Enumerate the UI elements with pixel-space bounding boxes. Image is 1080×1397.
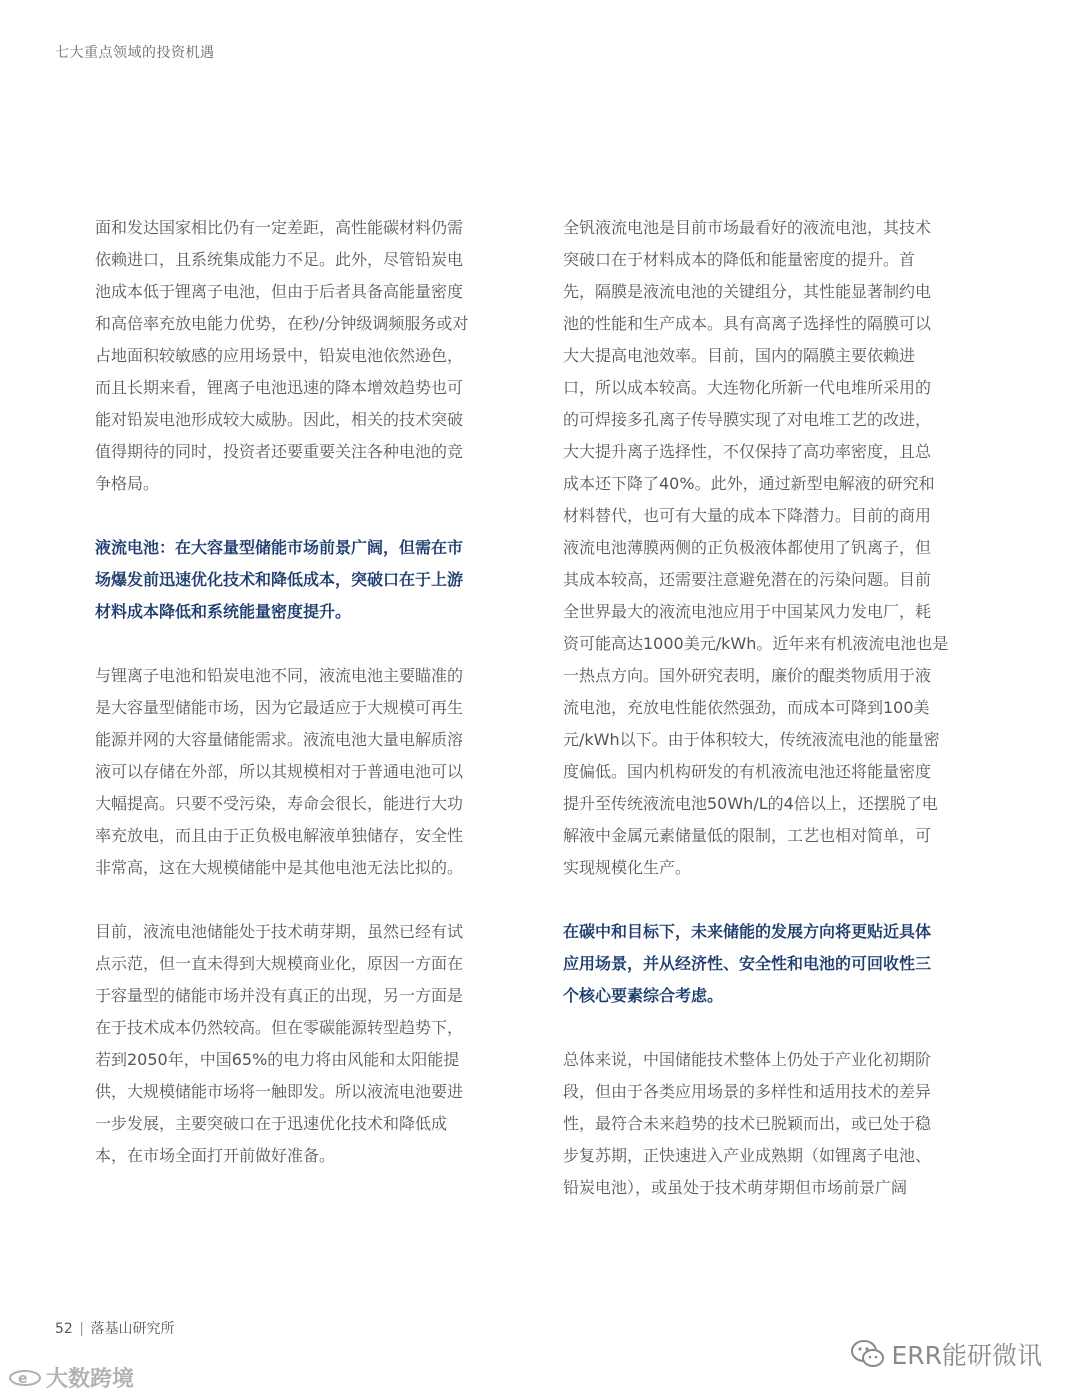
paragraph-gap	[95, 884, 507, 916]
footer-separator: |	[79, 1321, 84, 1337]
text-line: 资可能高达1000美元/kWh。近年来有机液流电池也是	[563, 634, 949, 653]
text-line: 池的性能和生产成本。具有高离子选择性的隔膜可以	[563, 314, 932, 333]
text-line: 本，在市场全面打开前做好准备。	[95, 1146, 336, 1165]
text-line: 在于技术成本仍然较高。但在零碳能源转型趋势下，	[95, 1018, 464, 1037]
left-column	[95, 212, 507, 1172]
text-line: 与锂离子电池和铅炭电池不同，液流电池主要瞄准的	[95, 666, 464, 685]
wechat-watermark-text: ERR能研微讯	[891, 1341, 1042, 1370]
text-line: 能对铅炭电池形成较大威胁。因此，相关的技术突破	[95, 410, 464, 429]
text-line: 大大提高电池效率。目前，国内的隔膜主要依赖进	[563, 346, 916, 365]
text-line: 全世界最大的液流电池应用于中国某风力发电厂，耗	[563, 602, 932, 621]
text-line: 目前，液流电池储能处于技术萌芽期，虽然已经有试	[95, 922, 464, 941]
text-line: 其成本较高，还需要注意避免潜在的污染问题。目前	[563, 570, 932, 589]
text-line: 池成本低于锂离子电池，但由于后者具备高能量密度	[95, 282, 464, 301]
text-line: 一热点方向。国外研究表明，廉价的醌类物质用于液	[563, 666, 932, 685]
text-line: 铅炭电池），或虽处于技术萌芽期但市场前景广阔	[563, 1178, 908, 1197]
paragraph-gap	[95, 500, 507, 532]
right-column	[563, 212, 975, 1204]
text-line: 总体来说，中国储能技术整体上仍处于产业化初期阶	[563, 1050, 932, 1069]
text-line: 能源并网的大容量储能需求。液流电池大量电解质溶	[95, 730, 464, 749]
text-line: 性，最符合未来趋势的技术已脱颖而出，或已处于稳	[563, 1114, 932, 1133]
text-line: 争格局。	[95, 474, 160, 493]
text-line: 和高倍率充放电能力优势，在秒/分钟级调频服务或对	[95, 314, 469, 333]
page-number: 52	[55, 1321, 73, 1337]
page-footer	[55, 1318, 174, 1338]
text-line: 液流电池：在大容量型储能市场前景广阔，但需在市	[95, 538, 464, 557]
running-header: 七大重点领域的投资机遇	[55, 45, 215, 61]
svg-text:e: e	[18, 1370, 28, 1387]
text-line: 液流电池薄膜两侧的正负极液体都使用了钒离子，但	[563, 538, 932, 557]
text-line: 面和发达国家相比仍有一定差距，高性能碳材料仍需	[95, 218, 464, 237]
wechat-icon	[851, 1339, 885, 1369]
text-line: 成本还下降了40%。此外，通过新型电解液的研究和	[563, 474, 935, 493]
paragraph-gap	[563, 884, 975, 916]
text-line: 是大容量型储能市场，因为它最适应于大规模可再生	[95, 698, 464, 717]
text-line: 元/kWh以下。由于体积较大，传统液流电池的能量密	[563, 730, 940, 749]
text-line: 大大提升离子选择性，不仅保持了高功率密度，且总	[563, 442, 932, 461]
text-line: 个核心要素综合考虑。	[563, 986, 724, 1005]
text-line: 突破口在于材料成本的降低和能量密度的提升。首	[563, 250, 916, 269]
paragraph-gap	[563, 1012, 975, 1044]
text-line: 材料替代，也可有大量的成本下降潜力。目前的商用	[563, 506, 932, 525]
section-heading	[95, 532, 507, 628]
section-heading	[563, 916, 975, 1012]
text-line: 口，所以成本较高。大连物化所新一代电堆所采用的	[563, 378, 932, 397]
text-line: 非常高，这在大规模储能中是其他电池无法比拟的。	[95, 858, 464, 877]
text-line: 大幅提高。只要不受污染，寿命会很长，能进行大功	[95, 794, 464, 813]
text-line: 而且长期来看，锂离子电池迅速的降本增效趋势也可	[95, 378, 464, 397]
text-line: 应用场景，并从经济性、安全性和电池的可回收性三	[563, 954, 932, 973]
text-line: 率充放电，而且由于正负极电解液单独储存，安全性	[95, 826, 464, 845]
ie-logo-icon	[8, 1367, 42, 1389]
text-line: 依赖进口，且系统集成能力不足。此外，尽管铅炭电	[95, 250, 464, 269]
text-line: 度偏低。国内机构研发的有机液流电池还将能量密度	[563, 762, 932, 781]
text-line: 于容量型的储能市场并没有真正的出现，另一方面是	[95, 986, 464, 1005]
text-line: 场爆发前迅速优化技术和降低成本，突破口在于上游	[95, 570, 464, 589]
wechat-watermark	[851, 1336, 1042, 1372]
site-watermark-text: 大数跨境	[46, 1367, 135, 1392]
body-paragraph	[563, 212, 975, 884]
text-line: 的可焊接多孔离子传导膜实现了对电堆工艺的改进，	[563, 410, 932, 429]
body-paragraph	[563, 1044, 975, 1204]
text-line: 供，大规模储能市场将一触即发。所以液流电池要进	[95, 1082, 464, 1101]
text-line: 一步发展，主要突破口在于迅速优化技术和降低成	[95, 1114, 448, 1133]
text-line: 解液中金属元素储量低的限制，工艺也相对简单，可	[563, 826, 932, 845]
text-line: 步复苏期，正快速进入产业成熟期（如锂离子电池、	[563, 1146, 932, 1165]
text-line: 值得期待的同时，投资者还要重要关注各种电池的竞	[95, 442, 464, 461]
text-line: 全钒液流电池是目前市场最看好的液流电池，其技术	[563, 218, 932, 237]
text-line: 液可以存储在外部，所以其规模相对于普通电池可以	[95, 762, 464, 781]
text-line: 点示范，但一直未得到大规模商业化，原因一方面在	[95, 954, 464, 973]
text-line: 材料成本降低和系统能量密度提升。	[95, 602, 352, 621]
text-line: 先，隔膜是液流电池的关键组分，其性能显著制约电	[563, 282, 932, 301]
text-line: 实现规模化生产。	[563, 858, 692, 877]
text-line: 占地面积较敏感的应用场景中，铅炭电池依然逊色，	[95, 346, 464, 365]
text-line: 流电池，充放电性能依然强劲，而成本可降到100美	[563, 698, 930, 717]
paragraph-gap	[95, 628, 507, 660]
text-line: 若到2050年，中国65%的电力将由风能和太阳能提	[95, 1050, 460, 1069]
publisher-name: 落基山研究所	[90, 1321, 175, 1337]
text-line: 在碳中和目标下，未来储能的发展方向将更贴近具体	[563, 922, 932, 941]
body-paragraph	[95, 660, 507, 884]
text-line: 段，但由于各类应用场景的多样性和适用技术的差异	[563, 1082, 932, 1101]
body-paragraph	[95, 212, 507, 500]
body-paragraph	[95, 916, 507, 1172]
text-line: 提升至传统液流电池50Wh/L的4倍以上，还摆脱了电	[563, 794, 938, 813]
site-watermark	[8, 1362, 134, 1393]
